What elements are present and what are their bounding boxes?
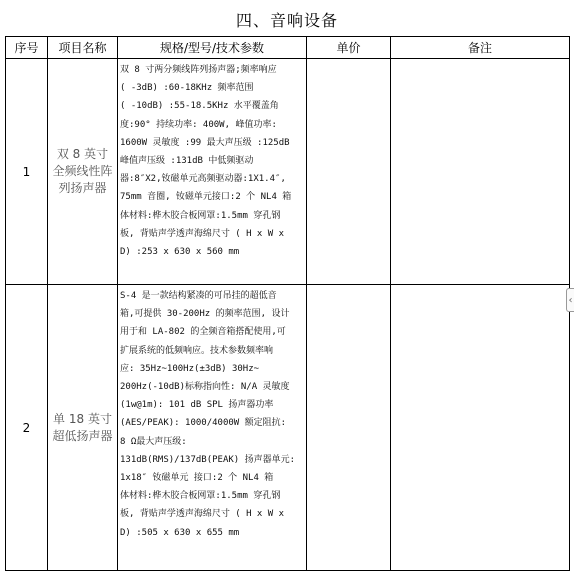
spec-line: 器:8″X2,钕磁单元高频驱动器:1X1.4″, — [120, 174, 286, 185]
spec-line: 箱,可提供 30-200Hz 的频率范围, 设计 — [120, 309, 290, 320]
row-item-name: 单 18 英寸超低扬声器 — [48, 285, 118, 571]
row-unit-price — [307, 59, 391, 285]
row-spec — [118, 285, 307, 571]
spec-line: S-4 是一款结构紧凑的可吊挂的超低音 — [120, 291, 277, 301]
spec-line: ( -3dB) :60-18KHz 频率范围 — [120, 83, 254, 94]
spec-line: ( -10dB) :55-18.5KHz 水平覆盖角 — [120, 101, 279, 112]
row-remark — [391, 59, 570, 285]
spec-line: 体材料:桦木胶合板网罩:1.5mm 穿孔钢 — [120, 210, 281, 221]
header-spec: 规格/型号/技术参数 — [118, 37, 307, 59]
spec-line: 1x18″ 钕磁单元 接口:2 个 NL4 箱 — [120, 473, 274, 484]
spec-line: 用于和 LA-802 的全频音箱搭配使用,可 — [120, 327, 286, 338]
spec-line: 应: 35Hz~100Hz(±3dB) 30Hz~ — [120, 363, 260, 374]
header-remark: 备注 — [391, 37, 570, 59]
spec-line: (1w@1m): 101 dB SPL 扬声器功率 — [120, 400, 274, 411]
header-unit-price: 单价 — [307, 37, 391, 59]
spec-line: (AES/PEAK): 1000/4000W 额定阻抗: — [120, 418, 287, 429]
row-remark — [391, 285, 570, 571]
spec-line: 75mm 音圈, 钕磁单元接口:2 个 NL4 箱 — [120, 192, 292, 203]
spec-line: D) :505 x 630 x 655 mm — [120, 527, 240, 538]
row-spec — [118, 59, 307, 285]
row-unit-price — [307, 285, 391, 571]
spec-line: 200Hz(-10dB)标称指向性: N/A 灵敏度 — [120, 382, 290, 393]
spec-line: 1600W 灵敏度 :99 最大声压级 :125dB — [120, 137, 290, 148]
spec-line: 131dB(RMS)/137dB(PEAK) 扬声器单元: — [120, 454, 296, 465]
spec-line: D) :253 x 630 x 560 mm — [120, 247, 240, 258]
table-header-row — [6, 37, 570, 59]
spec-line: 板, 背贴声学透声海绵尺寸 ( H x W x — [120, 509, 285, 520]
equipment-table — [5, 36, 570, 571]
table-row — [6, 285, 570, 571]
header-item-name: 项目名称 — [48, 37, 118, 59]
header-seq: 序号 — [6, 37, 48, 59]
spec-line: 度:90° 持续功率: 400W, 峰值功率: — [120, 119, 277, 130]
row-item-name: 双 8 英寸全频线性阵列扬声器 — [48, 59, 118, 285]
table-row — [6, 59, 570, 285]
row-seq: 1 — [6, 59, 48, 285]
spec-line: 体材料:桦木胶合板网罩:1.5mm 穿孔钢 — [120, 491, 281, 502]
side-panel-toggle[interactable]: ‹ — [566, 288, 574, 312]
spec-line: 双 8 寸两分频线阵列扬声器;频率响应 — [120, 65, 277, 75]
row-seq: 2 — [6, 285, 48, 571]
spec-line: 板, 背贴声学透声海绵尺寸 ( H x W x — [120, 228, 285, 239]
spec-line: 扩展系统的低频响应。技术参数频率响 — [120, 345, 274, 356]
spec-line: 峰值声压级 :131dB 中低频驱动 — [120, 156, 254, 167]
document-title: 四、音响设备 — [235, 11, 338, 30]
spec-line: 8 Ω最大声压级: — [120, 436, 187, 447]
